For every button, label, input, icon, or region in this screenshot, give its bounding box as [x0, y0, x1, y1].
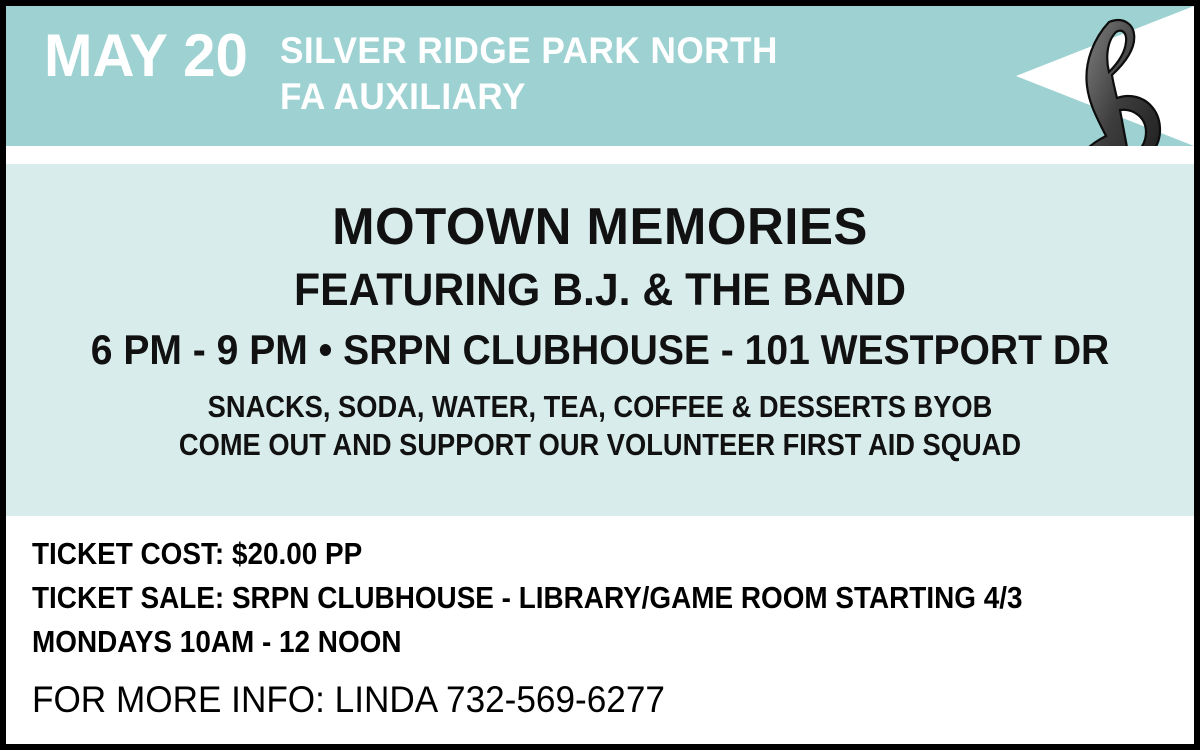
organization-line-1: SILVER RIDGE PARK NORTH — [280, 30, 779, 71]
header-banner — [6, 6, 1194, 146]
event-main-panel — [6, 164, 1194, 516]
ticket-info-block — [6, 516, 1194, 744]
event-detail-refreshments: SNACKS, SODA, WATER, TEA, COFFEE & DESSERTS BYOB — [207, 389, 993, 424]
header-content — [6, 6, 1016, 146]
banner-divider — [6, 146, 1194, 164]
event-detail-support: COME OUT AND SUPPORT OUR VOLUNTEER FIRST AID SQUAD — [178, 427, 1022, 462]
organization-block — [280, 28, 804, 120]
organization-line-2: FA AUXILIARY — [280, 76, 527, 117]
ticket-sale-line: TICKET SALE: SRPN CLUBHOUSE - LIBRARY/GAME ROOM STARTING 4/3 — [32, 580, 1023, 615]
event-title: MOTOWN MEMORIES — [332, 198, 868, 256]
ticket-hours-line: MONDAYS 10AM - 12 NOON — [32, 624, 402, 659]
event-subtitle: FEATURING B.J. & THE BAND — [294, 264, 906, 315]
event-time-venue: 6 PM - 9 PM • SRPN CLUBHOUSE - 101 WESTPORT DR — [90, 326, 1110, 373]
ticket-cost-line: TICKET COST: $20.00 PP — [32, 536, 363, 571]
event-date: MAY 20 — [44, 22, 248, 89]
contact-info-line: FOR MORE INFO: LINDA 732-569-6277 — [32, 679, 665, 720]
